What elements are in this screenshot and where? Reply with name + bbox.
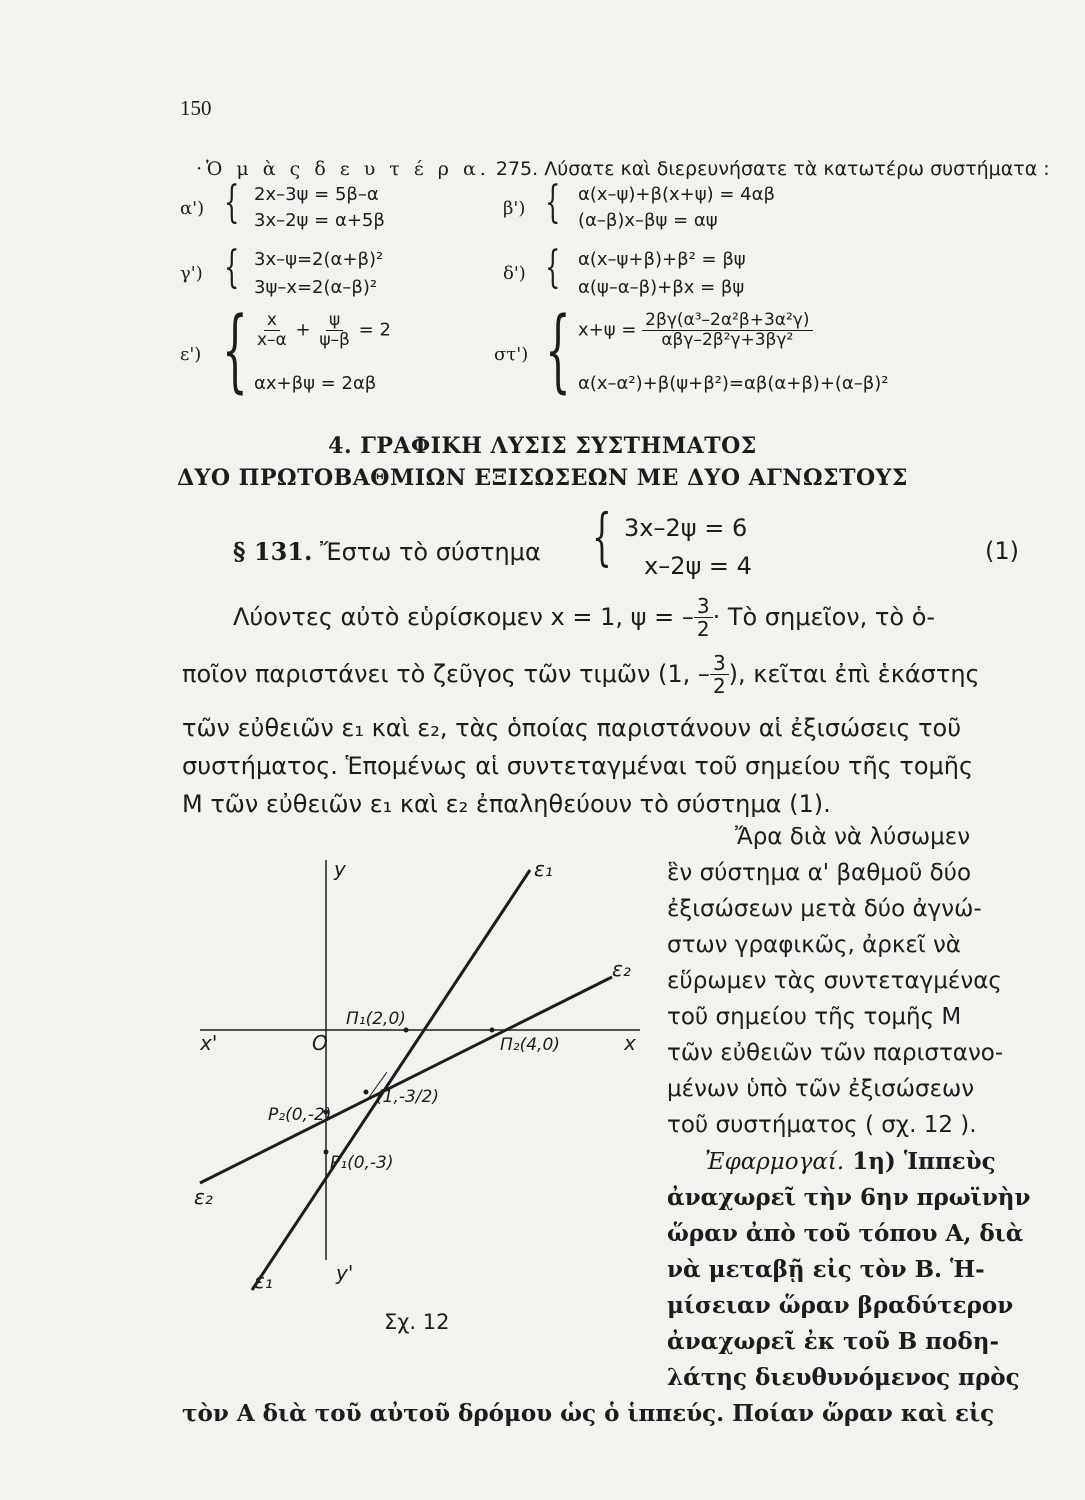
text-line: τῶν εὐθειῶν ε₁ καὶ ε₂, τὰς ὁποίας παριστάνουν αἱ ἐξισώσεις τοῦ (182, 714, 962, 742)
exercise-d-eq1: α(x–ψ+β)+β² = βψ (578, 249, 746, 270)
exercise-g-label: γ') (180, 263, 203, 284)
label-x: x (624, 1031, 636, 1055)
page-number: 150 (180, 96, 212, 120)
text-line: συστήματος. Ἑπομένως αἱ συντεταγμέναι τοῦ σημείου τῆς τομῆς (182, 752, 974, 780)
line-e2 (200, 977, 612, 1183)
brace: { (545, 242, 561, 293)
label-e2-top: ε₂ (612, 957, 631, 981)
right-text-line: ἓν σύστημα α' βαθμοῦ δύο (667, 860, 972, 886)
fraction: $\frac{3}{2}$ (710, 652, 729, 698)
label-y: y (334, 857, 346, 881)
right-text-line: εὕρωμεν τὰς συντεταγμένας (667, 968, 1002, 994)
right-text-line: μένων ὑπὸ τῶν ἐξισώσεων (667, 1076, 975, 1102)
fraction: $\frac{x}{x-\alpha}$ (257, 310, 287, 350)
right-text-line: τοῦ συστήματος ( σχ. 12 ). (667, 1112, 977, 1138)
exercise-a-label: α') (180, 198, 205, 219)
exercise-b-eq2: (α–β)x–βψ = αψ (578, 210, 718, 231)
fraction: $\frac{\psi}{\psi-\beta}$ (319, 310, 350, 350)
right-text-line: τῶν εὐθειῶν τῶν παριστανο- (667, 1040, 1004, 1066)
exercise-d-eq2: α(ψ–α–β)+βx = βψ (578, 277, 745, 298)
text-line: Λύοντες αὐτὸ εὑρίσκομεν x = 1, ψ = – $\frac{3}{2}$ · Τὸ σημεῖον, τὸ ὁ- (233, 594, 936, 641)
exercise-a-eq2: 3x–2ψ = α+5β (254, 210, 385, 231)
label-e2-bottom: ε₂ (194, 1185, 213, 1209)
text-line: Μ τῶν εὐθειῶν ε₁ καὶ ε₂ ἐπαληθεύουν τὸ σύστημα (1). (182, 790, 831, 818)
paragraph-number: § 131. (233, 537, 313, 566)
point-m (364, 1090, 369, 1095)
equation-tag: (1) (985, 537, 1019, 565)
figure-caption: Σχ. 12 (384, 1310, 450, 1334)
system-eq1: 3x–2ψ = 6 (624, 514, 748, 542)
system-eq2: x–2ψ = 4 (644, 552, 752, 580)
exercise-g-eq2: 3ψ–x=2(α–β)² (254, 277, 378, 298)
label-p4: Ρ₂(0,-2) (268, 1105, 332, 1125)
right-text-line: ἐξισώσεων μετὰ δύο ἀγνώ- (667, 896, 982, 922)
point-p3 (324, 1150, 329, 1155)
exercise-a-eq1: 2x–3ψ = 5β–α (254, 184, 379, 205)
label-p2: Π₂(4,0) (500, 1035, 560, 1055)
label-p1: Π₁(2,0) (346, 1009, 406, 1029)
exercise-st-label: στ') (494, 344, 529, 365)
right-text-line: Ἄρα διὰ νὰ λύσωμεν (735, 824, 971, 850)
applications-line: Ἐφαρμογαί. 1η) Ἱππεὺς (705, 1148, 996, 1175)
applications-line: ὥραν ἀπὸ τοῦ τόπου Α, διὰ (667, 1220, 1024, 1247)
exercise-group-label: ·Ὁ μ ὰ ς δ ε υ τ έ ρ α. (196, 158, 490, 180)
label-y-prime: y' (336, 1261, 354, 1285)
brace: { (545, 298, 571, 403)
brace: { (592, 500, 612, 573)
applications-line: λάτης διευθυνόμενος πρὸς (667, 1364, 1020, 1391)
exercise-d-label: δ') (503, 263, 526, 284)
brace: { (224, 177, 240, 228)
right-text-line: στων γραφικῶς, ἀρκεῖ νὰ (667, 932, 961, 958)
label-m: (1,-3/2) (376, 1087, 439, 1107)
exercise-e-eq1: $\frac{x}{x-\alpha}$ + $\frac{\psi}{\psi-\beta}$ = 2 (254, 311, 391, 350)
brace: { (545, 177, 561, 228)
brace: { (224, 242, 240, 293)
label-origin: O (312, 1031, 328, 1055)
applications-line: ἀναχωρεῖ τὴν 6ην πρωϊνὴν (667, 1184, 1031, 1211)
applications-line: νὰ μεταβῇ εἰς τὸν Β. Ἡ- (667, 1256, 985, 1283)
applications-label: Ἐφαρμογαί. (705, 1149, 845, 1175)
exercise-st-eq1: x+ψ = $\frac{\text{2βγ(α³–2α²β+3α²γ)}}{\text{αβγ–2β²γ+3βγ²}}$ (578, 311, 813, 350)
brace: { (222, 298, 248, 403)
exercise-b-eq1: α(x–ψ)+β(x+ψ) = 4αβ (578, 184, 775, 205)
point-p2 (490, 1028, 495, 1033)
applications-line: ἀναχωρεῖ ἐκ τοῦ Β ποδη- (667, 1328, 1000, 1355)
label-e1-bottom: ε₁ (254, 1269, 273, 1293)
fraction: $\frac{\text{2βγ(α³–2α²β+3α²γ)}}{\text{αβγ–2β²γ+3βγ²}}$ (642, 311, 812, 350)
exercise-e-label: ε') (180, 344, 202, 365)
section-heading-line1: 4. ΓΡΑΦΙΚΗ ΛΥΣΙΣ ΣΥΣΤΗΜΑΤΟΣ (328, 433, 757, 459)
line-e1 (252, 870, 530, 1290)
exercise-b-label: β') (503, 198, 526, 219)
paragraph-intro: § 131. Ἔστω τὸ σύστημα (233, 537, 541, 566)
exercise-instruction: 275. Λύσατε καὶ διερευνήσατε τὰ κατωτέρω συστήματα : (495, 158, 1050, 180)
exercise-st-eq2: α(x–α²)+β(ψ+β²)=αβ(α+β)+(α–β)² (578, 373, 889, 394)
right-text-line: τοῦ σημείου τῆς τομῆς Μ (667, 1004, 962, 1030)
applications-line: μίσειαν ὥραν βραδύτερον (667, 1292, 1014, 1319)
applications-line: τὸν Α διὰ τοῦ αὐτοῦ δρόμου ὡς ὁ ἱππεύς. Ποίαν ὥραν καὶ εἰς (182, 1400, 995, 1427)
exercise-e-eq2: αx+βψ = 2αβ (254, 373, 377, 394)
exercise-g-eq1: 3x–ψ=2(α+β)² (254, 249, 384, 270)
label-e1-top: ε₁ (534, 857, 553, 881)
label-p3: Ρ₁(0,-3) (330, 1153, 394, 1173)
section-heading-line2: ΔΥΟ ΠΡΩΤΟΒΑΘΜΙΩΝ ΕΞΙΣΩΣΕΩΝ ΜΕ ΔΥΟ ΑΓΝΩΣΤΟΥΣ (177, 465, 908, 491)
label-x-prime: x' (200, 1031, 218, 1055)
fraction: $\frac{3}{2}$ (694, 595, 713, 641)
text-line: ποῖον παριστάνει τὸ ζεῦγος τῶν τιμῶν (1, – $\frac{3}{2}$ ), κεῖται ἐπὶ ἑκάστης (182, 651, 980, 698)
